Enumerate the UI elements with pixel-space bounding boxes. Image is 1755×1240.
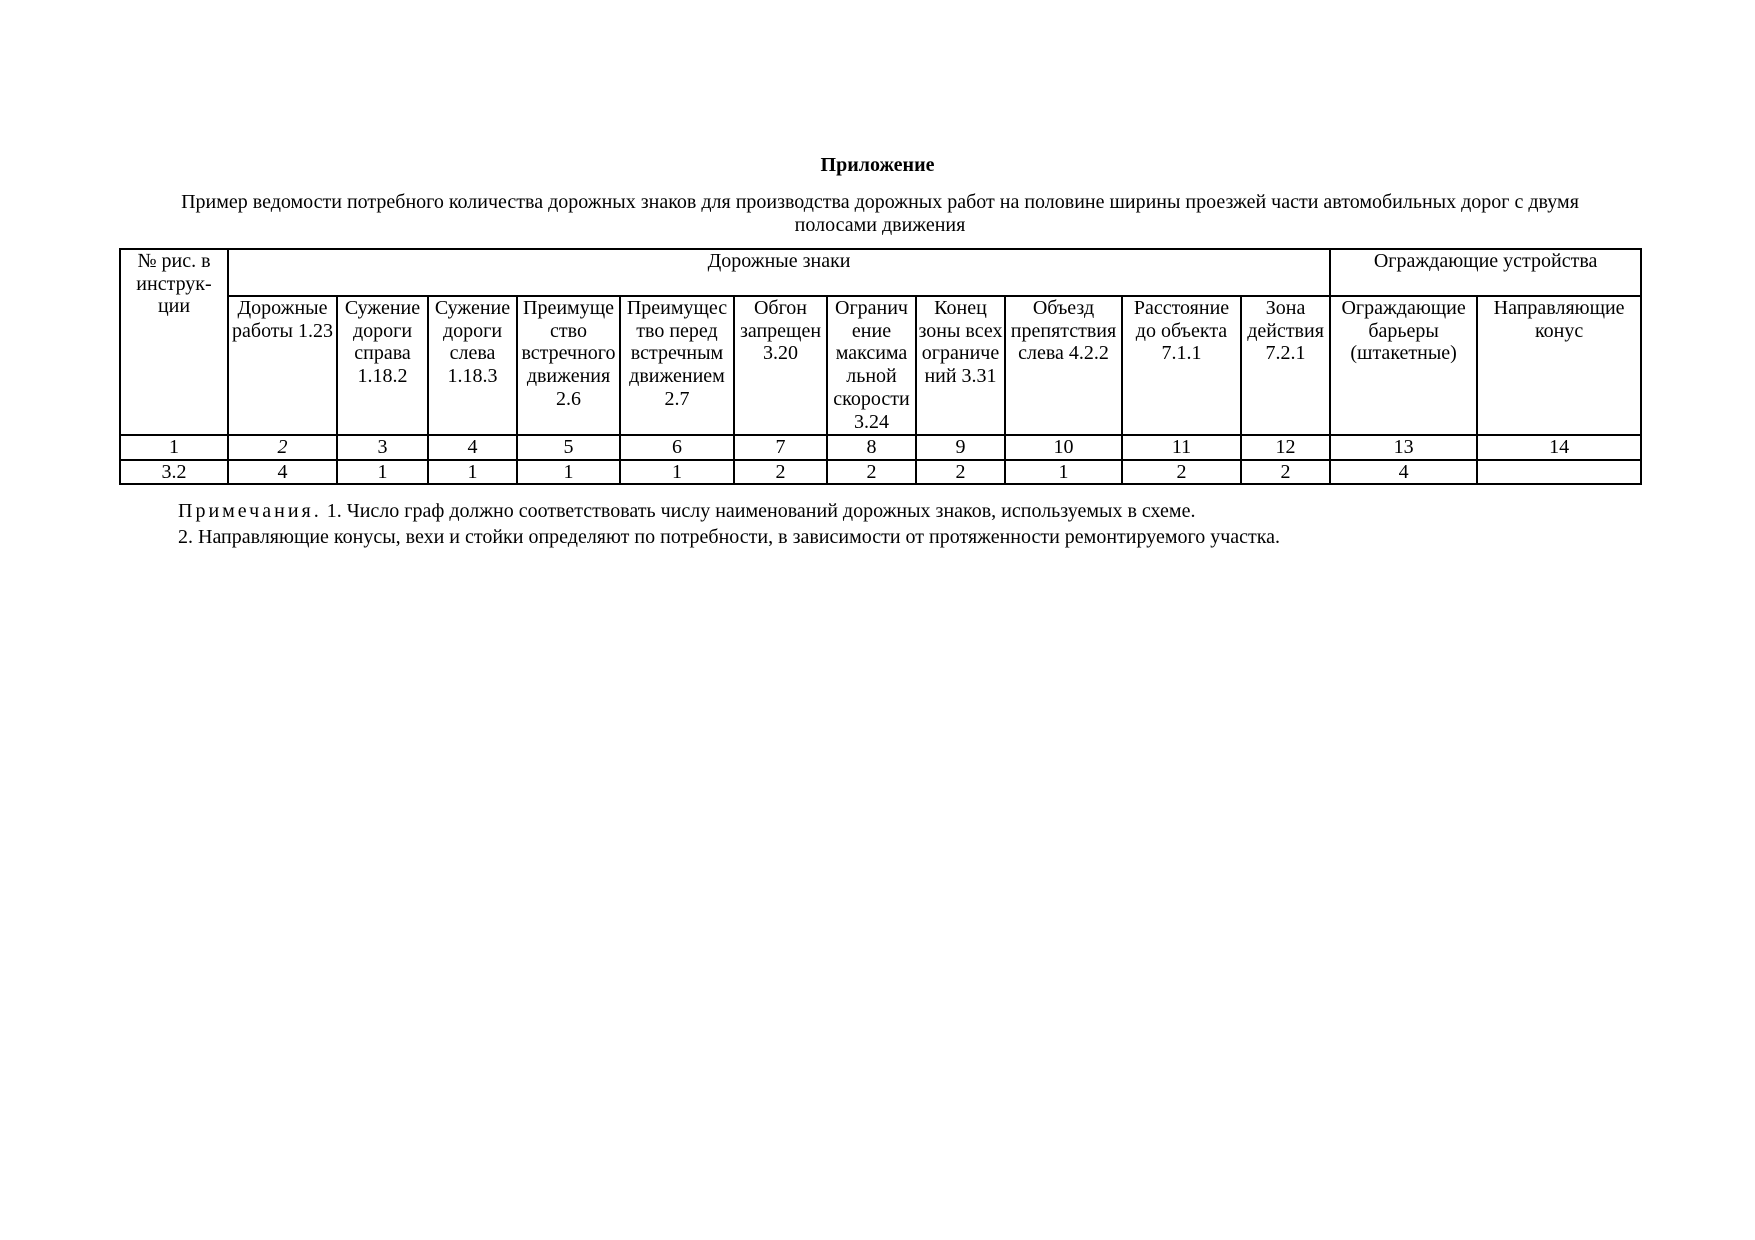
value-cell: 2: [1122, 460, 1241, 485]
column-number-cell: 9: [916, 435, 1005, 460]
note-line-2: 2. Направляющие конусы, вехи и стойки определяют по потребности, в зависимости от протяженности ремонтируемого участка.: [178, 526, 1281, 548]
notes-label: Примечания.: [178, 500, 322, 522]
column-number-cell: 12: [1241, 435, 1330, 460]
value-cell: 2: [1241, 460, 1330, 485]
header-narrowing-right: Сужение дороги справа 1.18.2: [337, 296, 428, 435]
value-cell: 2: [734, 460, 827, 485]
note-text-1: 1. Число граф должно соответствовать числу наименований дорожных знаков, используемых в схеме.: [321, 500, 1196, 522]
header-no-overtaking: Обгон запрещен 3.20: [734, 296, 827, 435]
value-cell: [1477, 460, 1641, 485]
table-row: [120, 460, 1641, 485]
value-cell: 2: [916, 460, 1005, 485]
header-priority-over-oncoming: Преимущес тво перед встречным движением 2.7: [620, 296, 734, 435]
table-caption: Пример ведомости потребного количества дорожных знаков для производства дорожных работ на половине ширины проезжей части автомобильных дорог с двумя полосами движения: [181, 191, 1579, 236]
column-number-cell: 4: [428, 435, 517, 460]
value-cell: 1: [1005, 460, 1122, 485]
header-group-road-signs: Дорожные знаки: [228, 249, 1330, 296]
header-detour-left: Объезд препятствия слева 4.2.2: [1005, 296, 1122, 435]
header-road-works: Дорожные работы 1.23: [228, 296, 337, 435]
column-number-cell: 5: [517, 435, 620, 460]
column-number-cell: 6: [620, 435, 734, 460]
header-oncoming-priority: Преимуще ство встречного движения 2.6: [517, 296, 620, 435]
value-cell: 2: [827, 460, 916, 485]
road-signs-table: [119, 248, 1642, 485]
column-number-cell: 7: [734, 435, 827, 460]
value-cell: 4: [1330, 460, 1477, 485]
header-narrowing-left: Сужение дороги слева 1.18.3: [428, 296, 517, 435]
notes-block: [178, 498, 1280, 550]
value-cell: 1: [337, 460, 428, 485]
column-number-cell: 3: [337, 435, 428, 460]
value-cell: 3.2: [120, 460, 228, 485]
value-cell: 1: [428, 460, 517, 485]
header-group-barriers: Ограждающие устройства: [1330, 249, 1641, 296]
column-number-cell: 13: [1330, 435, 1477, 460]
header-distance-to-object: Расстояние до объекта 7.1.1: [1122, 296, 1241, 435]
header-fence-barriers: Ограждающие барьеры (штакетные): [1330, 296, 1477, 435]
note-line-1: [178, 498, 1280, 524]
value-cell: 1: [517, 460, 620, 485]
appendix-heading: Приложение: [820, 154, 935, 176]
header-figure-number: № рис. в инструк-ции: [120, 249, 228, 435]
column-number-cell: 8: [827, 435, 916, 460]
column-number-row: [120, 435, 1641, 460]
value-cell: 4: [228, 460, 337, 485]
column-number-cell: 2: [228, 435, 337, 460]
header-end-of-restrictions: Конец зоны всех ограниче ний 3.31: [916, 296, 1005, 435]
value-cell: 1: [620, 460, 734, 485]
column-number-cell: 14: [1477, 435, 1641, 460]
header-speed-limit: Огранич ение максима льной скорости 3.24: [827, 296, 916, 435]
header-action-zone: Зона действия 7.2.1: [1241, 296, 1330, 435]
header-guide-cones: Направляющие конус: [1477, 296, 1641, 435]
column-number-cell: 11: [1122, 435, 1241, 460]
column-number-cell: 1: [120, 435, 228, 460]
column-number-cell: 10: [1005, 435, 1122, 460]
